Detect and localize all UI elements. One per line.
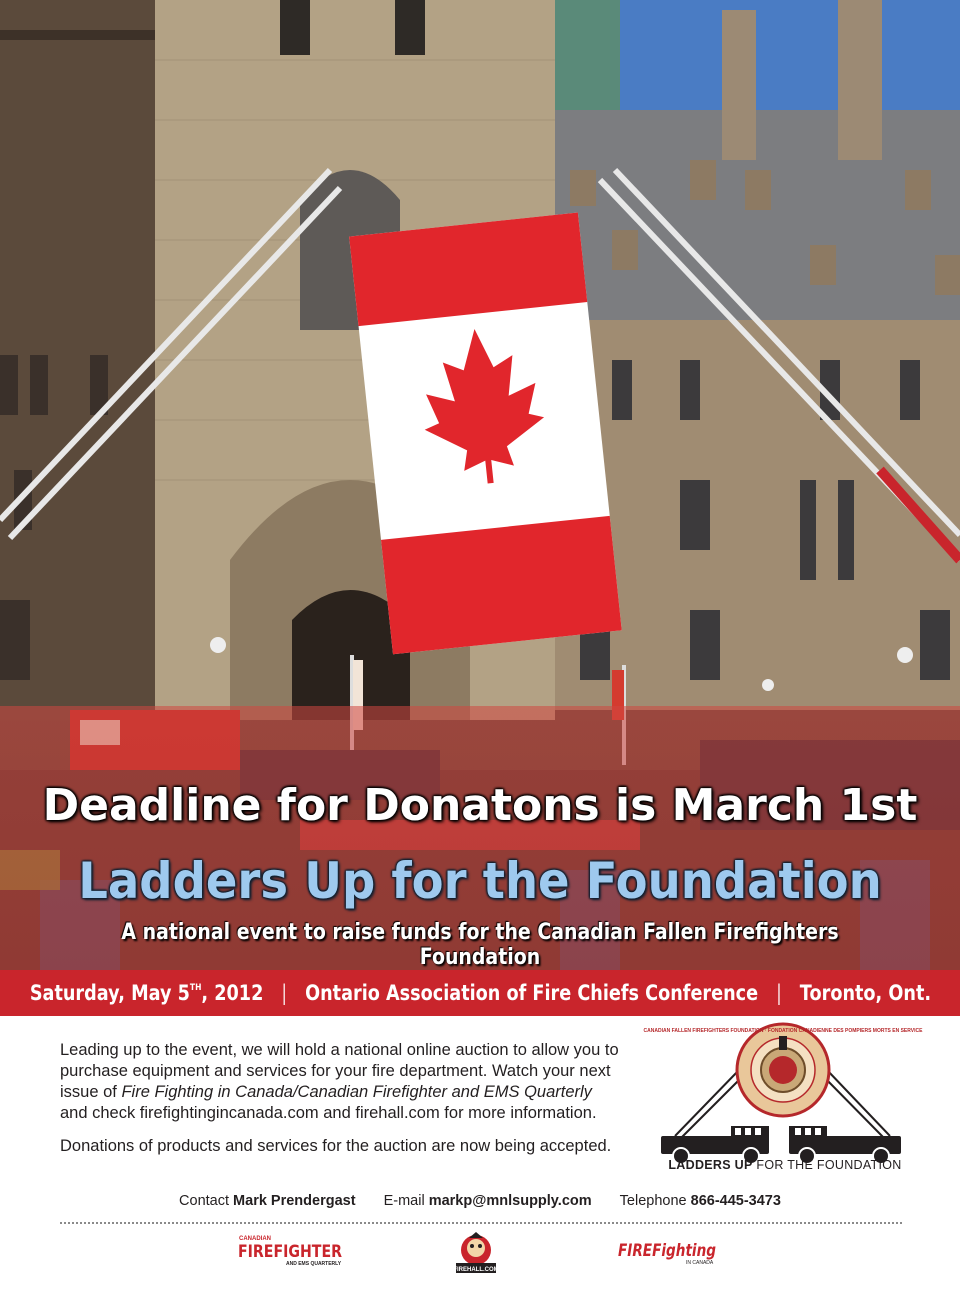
- dotted-divider: [60, 1222, 902, 1224]
- contact-person: Contact Mark Prendergast: [179, 1193, 356, 1209]
- description: [60, 1040, 620, 1169]
- svg-text:FIREFighting: FIREFighting: [618, 1241, 716, 1261]
- separator: |: [280, 981, 287, 1005]
- contact-line: [0, 1193, 960, 1209]
- deadline-headline: Deadline for Donatons is March 1st: [42, 780, 918, 831]
- ladders-up-logo: [643, 1018, 923, 1178]
- event-subtitle: A national event to raise funds for the Canadian Fallen Firefighters Foundation: [121, 920, 839, 970]
- event-title: Ladders Up for the Foundation: [78, 852, 882, 910]
- event-date: Saturday, May 5TH, 2012: [29, 981, 263, 1005]
- contact-phone: Telephone 866-445-3473: [619, 1193, 781, 1209]
- firefighting-in-canada-logo: [616, 1232, 720, 1272]
- svg-text:FIREFIGHTER: FIREFIGHTER: [238, 1242, 342, 1262]
- contact-email[interactable]: E-mail markp@mnlsupply.com: [383, 1193, 592, 1209]
- auction-paragraph: Leading up to the event, we will hold a national online auction to allow you to purchase equipment and services for your fire department. Watch your next issue of Fire Fighting in Canada/Canadian Firefighter and EMS Quarterly and check firefightingincanada.com and firehall.com for more information.: [60, 1041, 619, 1122]
- separator: |: [775, 981, 782, 1005]
- svg-text:AND EMS QUARTERLY: AND EMS QUARTERLY: [286, 1261, 342, 1267]
- logo-caption: LADDERS UP FOR THE FOUNDATION: [668, 1158, 902, 1172]
- svg-text:FIREHALL.COM: FIREHALL.COM: [453, 1267, 499, 1273]
- event-location: Toronto, Ont.: [799, 981, 931, 1005]
- svg-text:CANADIAN: CANADIAN: [239, 1236, 271, 1242]
- firehall-logo: [453, 1230, 499, 1276]
- svg-text:IN CANADA: IN CANADA: [686, 1260, 714, 1266]
- event-info-bar: [0, 970, 960, 1016]
- event-conference: Ontario Association of Fire Chiefs Conference: [304, 981, 758, 1005]
- medallion-ring-text: CANADIAN FALLEN FIREFIGHTERS FOUNDATION · FONDATION CANADIENNE DES POMPIERS MORTS EN SERVICE: [643, 1028, 923, 1034]
- canadian-firefighter-logo: [236, 1232, 344, 1272]
- donations-paragraph: Donations of products and services for the auction are now being accepted.: [60, 1137, 612, 1155]
